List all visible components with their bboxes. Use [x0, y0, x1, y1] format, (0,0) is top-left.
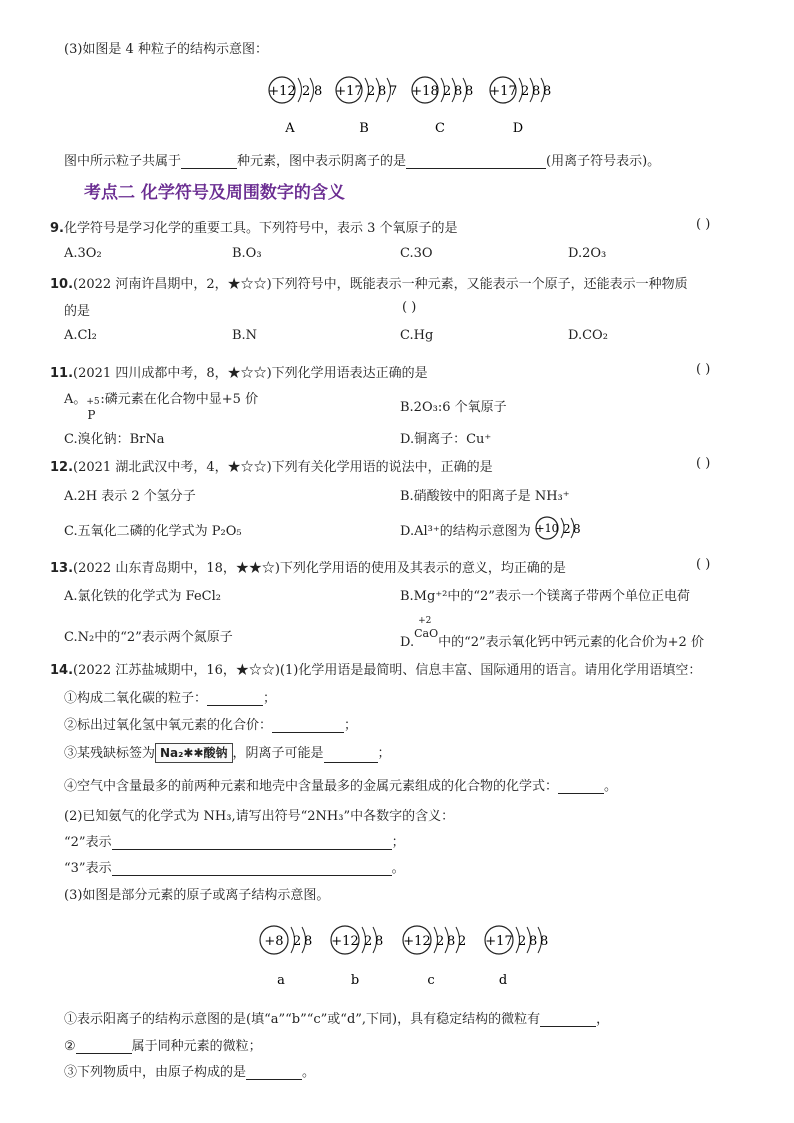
shell: 2: [563, 522, 571, 536]
option-c[interactable]: C.Hg: [400, 328, 434, 343]
punct: 。: [604, 779, 618, 794]
q12-stem: [50, 456, 493, 475]
particle-C: [411, 77, 473, 136]
section-title: 考点二 化学符号及周围数字的含义: [84, 183, 345, 203]
option-c[interactable]: C.五氧化二磷的化学式为 P₂O₅: [64, 524, 242, 539]
option-c[interactable]: C.N₂中的“2”表示两个氮原子: [64, 630, 233, 645]
element-symbol: P: [87, 408, 96, 422]
option-c[interactable]: C.溴化钠：BrNa: [64, 432, 165, 447]
prompt-text: “2”表示: [64, 835, 112, 850]
q3-particle-diagrams: [260, 66, 580, 138]
answer-blank[interactable]: [558, 779, 604, 794]
option-d[interactable]: D.2O₃: [568, 246, 607, 261]
shell: 8: [573, 522, 581, 536]
option-b[interactable]: B.硝酸铵中的阳离子是 NH₃⁺: [400, 489, 570, 504]
particle-label: a: [277, 973, 285, 988]
particle-nucleus: +17: [489, 84, 517, 99]
option-prefix: D.: [400, 635, 415, 650]
particle-A: [268, 77, 322, 136]
prompt-text: 属于同种元素的微粒；: [131, 1039, 262, 1054]
particle-nucleus: +12: [268, 84, 296, 99]
prompt-text: “3”表示: [64, 861, 112, 876]
q11-stem: [50, 362, 428, 381]
shell: 7: [389, 84, 398, 99]
option-d[interactable]: D.CO₂: [568, 328, 608, 343]
particle-b: [331, 926, 383, 988]
punct: ，: [596, 1012, 610, 1027]
shell: 2: [364, 934, 373, 949]
particle-label: D: [512, 121, 524, 136]
q14-line-3: [64, 742, 391, 763]
particle-d: [485, 926, 548, 988]
question-number: 11.: [50, 366, 74, 381]
shell: 2: [293, 934, 302, 949]
q14-sub-1: [64, 1008, 609, 1027]
option-text: D.Al³⁺的结构示意图为: [400, 524, 531, 539]
question-text: (2022 河南许昌期中，2，★☆☆)下列符号中，既能表示一种元素，又能表示一个原子，还能表示一种物质: [73, 277, 688, 292]
q3-intro: (3)如图是 4 种粒子的结构示意图：: [64, 42, 268, 57]
particle-B: [335, 77, 397, 136]
question-text: (2022 江苏盐城期中，16，★☆☆)(1)化学用语是最简明、信息丰富、国际通用的语言。请用化学用语填空：: [73, 663, 702, 678]
shell: 8: [465, 84, 474, 99]
particle-nucleus: +10: [535, 522, 559, 535]
shell: 2: [521, 84, 530, 99]
q14-part2-line-3: [64, 857, 405, 876]
shell: 8: [447, 934, 456, 949]
shell: 8: [375, 934, 384, 949]
valence-number: +2: [418, 616, 432, 626]
q14-line-4: [64, 775, 617, 794]
q14-part2-line-2: [64, 831, 405, 850]
punct: 。: [302, 1065, 316, 1080]
answer-blank[interactable]: [76, 1039, 132, 1054]
prompt-text: ③下列物质中，由原子构成的是: [64, 1065, 247, 1080]
shell: 2: [518, 934, 527, 949]
answer-blank[interactable]: [272, 718, 344, 733]
q14-sub-2: [64, 1035, 262, 1054]
particle-nucleus: +12: [331, 934, 359, 949]
question-text: 化学符号是学习化学的重要工具。下列符号中，表示 3 个氧原子的是: [63, 221, 458, 236]
shell: 8: [454, 84, 463, 99]
q14-sub-3: [64, 1061, 315, 1080]
question-text: (2021 四川成都中考，8，★☆☆)下列化学用语表达正确的是: [73, 366, 428, 381]
particle-nucleus: +18: [411, 84, 439, 99]
prompt-text: ④空气中含量最多的前两种元素和地壳中含量最多的金属元素组成的化合物的化学式：: [64, 779, 559, 794]
punct: ；: [344, 718, 358, 733]
particle-label: B: [359, 121, 369, 136]
particle-c: [403, 926, 466, 988]
particle-nucleus: +8: [264, 934, 284, 949]
option-b[interactable]: B.2O₃:6 个氧原子: [400, 400, 507, 415]
shell: 2: [367, 84, 376, 99]
particle-label: b: [350, 973, 360, 988]
option-b[interactable]: B.Mg⁺²中的“2”表示一个镁离子带两个单位正电荷: [400, 589, 690, 604]
q9-stem: [50, 217, 458, 236]
answer-paren[interactable]: ( ): [696, 456, 711, 471]
question-number: 14.: [50, 663, 74, 678]
option-c[interactable]: C.3O: [400, 246, 433, 261]
question-number: 10.: [50, 277, 74, 292]
shell: 2: [458, 934, 467, 949]
al-ion-diagram: [534, 512, 614, 544]
option-prefix: A。: [64, 392, 87, 407]
answer-blank[interactable]: [324, 748, 378, 763]
q14-particle-diagrams: [255, 918, 565, 994]
q14-part2: (2)已知氨气的化学式为 NH₃,请写出符号“2NH₃”中各数字的含义：: [64, 809, 455, 824]
q3-text-c: (用离子符号表示)。: [546, 154, 661, 169]
valence-number: +5: [86, 397, 100, 407]
particle-a: [260, 926, 312, 988]
q10-stem: [50, 273, 688, 292]
q14-line-2: [64, 714, 357, 733]
valence-symbol: [414, 618, 438, 638]
option-b[interactable]: B.O₃: [232, 246, 262, 261]
shell: 8: [314, 84, 323, 99]
prompt-text: ②: [64, 1039, 76, 1054]
answer-blank[interactable]: [540, 1012, 596, 1027]
q14-stem: [50, 659, 701, 678]
q3-text-a: 图中所示粒子共属于: [64, 154, 182, 169]
shell: 8: [529, 934, 538, 949]
answer-paren[interactable]: ( ): [696, 557, 711, 572]
shell: 2: [443, 84, 452, 99]
prompt-text: ，阴离子可能是: [232, 746, 324, 761]
particle-nucleus: +17: [485, 934, 513, 949]
punct: ；: [377, 746, 391, 761]
particle-label: A: [285, 121, 295, 136]
particle-nucleus: +17: [335, 84, 363, 99]
prompt-text: ①表示阳离子的结构示意图的是(填“a”“b”“c”或“d”,下同)，具有稳定结构的微粒有: [64, 1012, 541, 1027]
option-a[interactable]: A.Cl₂: [64, 328, 97, 343]
particle-D: [489, 77, 551, 136]
option-text: 中的“2”表示氧化钙中钙元素的化合价为+2 价: [438, 635, 704, 650]
option-text: :磷元素在化合物中显+5 价: [100, 392, 259, 407]
prompt-text: ②标出过氧化氢中氧元素的化合价：: [64, 718, 273, 733]
option-a[interactable]: A.3O₂: [64, 246, 102, 261]
prompt-text: ③某残缺标签为: [64, 746, 156, 761]
q3-question-line: [64, 150, 660, 169]
punct: 。: [391, 861, 405, 876]
option-b[interactable]: B.N: [232, 328, 258, 343]
answer-paren[interactable]: ( ): [402, 300, 417, 315]
answer-paren[interactable]: ( ): [696, 362, 711, 377]
answer-blank[interactable]: [207, 691, 263, 706]
shell: 2: [302, 84, 311, 99]
option-a[interactable]: A.氯化铁的化学式为 FeCl₂: [64, 589, 221, 604]
option-d[interactable]: D.铜离子：Cu⁺: [400, 432, 492, 447]
prompt-text: ①构成二氧化碳的粒子：: [64, 691, 208, 706]
q3-text-b: 种元素，图中表示阴离子的是: [237, 154, 407, 169]
particle-label: d: [498, 973, 508, 988]
punct: ；: [263, 691, 277, 706]
q13-stem: [50, 557, 566, 576]
question-number: 12.: [50, 460, 74, 475]
particle-label: c: [427, 973, 435, 988]
q14-line-1: [64, 687, 276, 706]
damaged-label: Na₂✱✱酸钠: [155, 743, 233, 763]
answer-paren[interactable]: ( ): [696, 217, 711, 232]
question-number: 9.: [50, 221, 64, 236]
shell: 8: [304, 934, 313, 949]
answer-blank[interactable]: [112, 861, 392, 876]
shell: 8: [378, 84, 387, 99]
option-d[interactable]: [400, 616, 704, 650]
answer-blank[interactable]: [112, 835, 392, 850]
question-number: 13.: [50, 561, 74, 576]
q14-part3: (3)如图是部分元素的原子或离子结构示意图。: [64, 888, 330, 903]
particle-label: C: [435, 121, 445, 136]
punct: ；: [391, 835, 405, 850]
compound-symbol: CaO: [414, 627, 439, 640]
answer-blank[interactable]: [246, 1065, 302, 1080]
answer-blank[interactable]: [181, 154, 237, 169]
shell: 2: [436, 934, 445, 949]
particle-nucleus: +12: [403, 934, 431, 949]
shell: 8: [543, 84, 552, 99]
answer-blank[interactable]: [406, 154, 546, 169]
option-d[interactable]: [400, 520, 531, 539]
shell: 8: [532, 84, 541, 99]
question-text: (2021 湖北武汉中考，4，★☆☆)下列有关化学用语的说法中，正确的是: [73, 460, 493, 475]
option-a[interactable]: [64, 388, 259, 422]
q10-stem-cont: 的是: [64, 304, 91, 319]
shell: 8: [540, 934, 549, 949]
option-a[interactable]: A.2H 表示 2 个氢分子: [64, 489, 196, 504]
question-text: (2022 山东青岛期中，18，★★☆)下列化学用语的使用及其表示的意义，均正确的是: [73, 561, 566, 576]
